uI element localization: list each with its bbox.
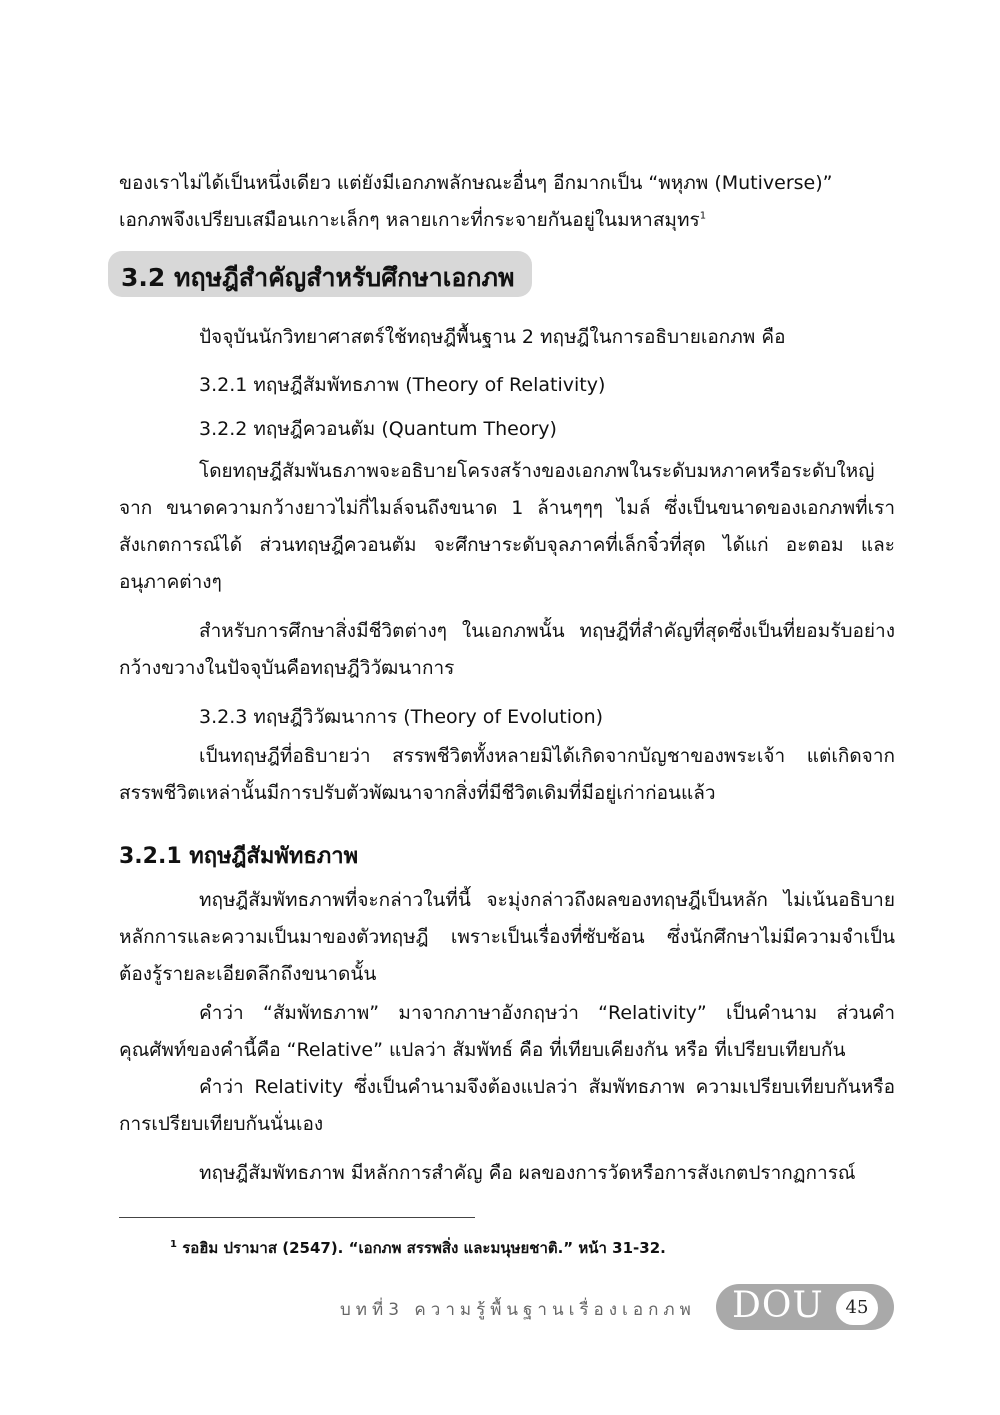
page-number: 45 [836,1291,878,1325]
footnote-ref: 1 [699,210,707,222]
paragraph-relativity-noun: คำว่า Relativity ซึ่งเป็นคำนามจึงต้องแปลว่า สัมพัทธภาพ ความเปรียบเทียบกันหรือ การเปรียบเทียบกันนั่นเอง [119,1076,895,1135]
footnote-divider [119,1217,475,1218]
theory-item-quantum: 3.2.2 ทฤษฎีควอนตัม (Quantum Theory) [199,418,557,440]
section-heading: 3.2 ทฤษฎีสำคัญสำหรับศึกษาเอกภพ [121,263,515,292]
subsection-heading: 3.2.1 ทฤษฎีสัมพัทธภาพ [119,844,359,869]
footnote-mark: 1 [170,1239,177,1250]
intro-line-2: เอกภพจึงเปรียบเสมือนเกาะเล็กๆ หลายเกาะที่กระจายกันอยู่ในมหาสมุทร$^1$ [119,209,707,231]
paragraph-relativity-intro: ทฤษฎีสัมพัทธภาพที่จะกล่าวในที่นี้ จะมุ่งกล่าวถึงผลของทฤษฎีเป็นหลัก ไม่เน้นอธิบายหลักการและความเป็นมาของตัวทฤษฎี เพราะเป็นเรื่องที่ซับซ้อน ซึ่งนักศึกษาไม่มีความจำเป็นต้องรู้รายละเอียดลึกถึงขนาดนั้น [119,889,895,985]
intro-line-1: ของเราไม่ได้เป็นหนึ่งเดียว แต่ยังมีเอกภพลักษณะอื่นๆ อีกมากเป็น “พหุภพ (Mutiverse)” [119,172,833,194]
paragraph-relativity-principle: ทฤษฎีสัมพัทธภาพ มีหลักการสำคัญ คือ ผลของการวัดหรือการสังเกตปรากฏการณ์ [199,1162,856,1184]
footnote [170,1236,666,1260]
paragraph-evolution: เป็นทฤษฎีที่อธิบายว่า สรรพชีวิตทั้งหลายมิได้เกิดจากบัญชาของพระเจ้า แต่เกิดจากสรรพชีวิตเหล่านั้นมีการปรับตัวพัฒนาจากสิ่งที่มีชีวิตเดิมที่มีอยู่เก่าก่อนแล้ว [119,745,895,804]
theory-item-evolution: 3.2.3 ทฤษฎีวิวัฒนาการ (Theory of Evolution) [199,706,604,728]
theory-item-relativity: 3.2.1 ทฤษฎีสัมพัทธภาพ (Theory of Relativity) [199,374,606,396]
paragraph-relativity-word: คำว่า “สัมพัทธภาพ” มาจากภาษาอังกฤษว่า “Relativity” เป็นคำนาม ส่วนคำคุณศัพท์ของคำนี้คือ “Relative” แปลว่า สัมพัทธ์ คือ ที่เทียบเคียงกัน หรือ ที่เปรียบเทียบกัน [119,1002,895,1061]
footnote-text: รอฮิม ปรามาส (2547). “เอกภพ สรรพสิ่ง และมนุษยชาติ.” หน้า 31-32. [182,1239,666,1257]
paragraph-macro-micro: โดยทฤษฎีสัมพันธภาพจะอธิบายโครงสร้างของเอกภพในระดับมหภาคหรือระดับใหญ่จาก ขนาดความกว้างยาวไม่กี่ไมล์จนถึงขนาด 1 ล้านๆๆๆ ไมล์ ซึ่งเป็นขนาดของเอกภพที่เราสังเกตการณ์ได้ ส่วนทฤษฎีควอนตัม จะศึกษาระดับจุลภาคที่เล็กจิ๋วที่สุด ได้แก่ อะตอม และอนุภาคต่างๆ [119,460,895,593]
running-title: บทที่3 ความรู้พื้นฐานเรื่องเอกภพ [340,1300,696,1320]
paragraph-living-things: สำหรับการศึกษาสิ่งมีชีวิตต่างๆ ในเอกภพนั้น ทฤษฎีที่สำคัญที่สุดซึ่งเป็นที่ยอมรับอย่างกว้างขวางในปัจจุบันคือทฤษฎีวิวัฒนาการ [119,620,895,679]
section-lead: ปัจจุบันนักวิทยาศาสตร์ใช้ทฤษฎีพื้นฐาน 2 ทฤษฎีในการอธิบายเอกภพ คือ [199,326,786,348]
dou-logo: DOU [732,1285,824,1326]
